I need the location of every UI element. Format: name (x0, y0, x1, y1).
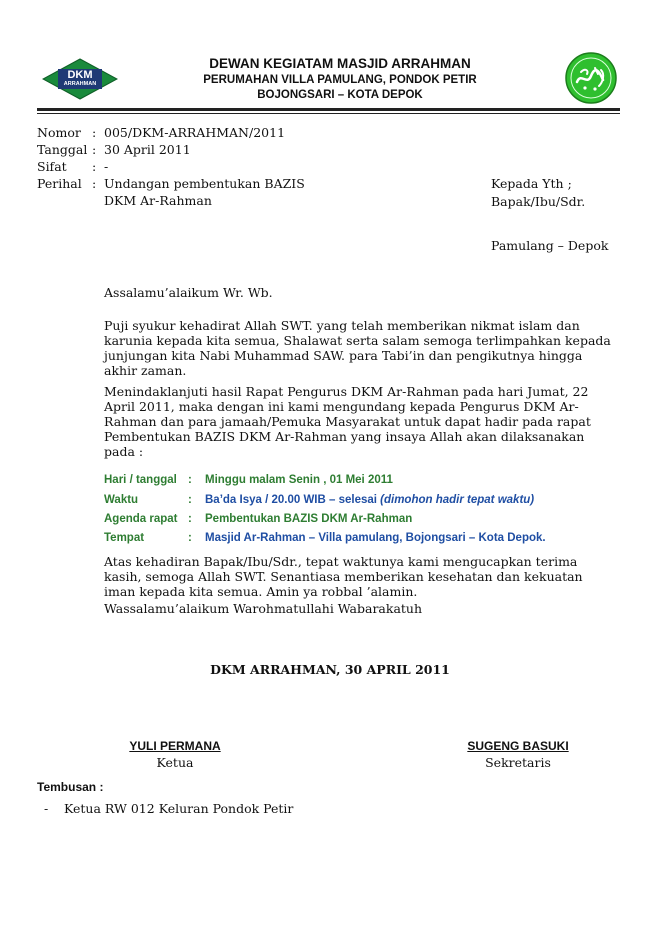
para3-line: Atas kehadiran Bapak/Ibu/Sdr., tepat waktunya kami mengucapkan terima (104, 554, 578, 569)
recipient-line2: Bapak/Ibu/Sdr. (491, 194, 586, 209)
signature-right-role: Sekretaris (485, 755, 551, 770)
nomor-label: Nomor (37, 125, 81, 140)
nomor-value: 005/DKM-ARRAHMAN/2011 (104, 125, 286, 140)
letterhead-divider-thick (37, 108, 620, 111)
para2-line: April 2011, maka dengan ini kami mengundang kepada Pengurus DKM Ar- (104, 399, 579, 414)
para2-line: Menindaklanjuti hasil Rapat Pengurus DKM Ar-Rahman pada hari Jumat, 22 (104, 384, 589, 399)
event-agenda-colon: : (188, 513, 192, 525)
para1-line: karunia kepada kita semua, Shalawat serta salam semoga terlimpahkan kepada (104, 333, 611, 348)
arrahman-seal (565, 52, 617, 104)
event-waktu-note: (dimohon hadir tepat waktu) (380, 494, 535, 506)
signature-left-role: Ketua (156, 755, 194, 770)
tanggal-value: 30 April 2011 (104, 142, 191, 157)
tembusan-label: Tembusan : (37, 780, 104, 794)
para3-line: iman kepada kita semua. Amin ya robbal ’alamin. (104, 584, 418, 599)
event-waktu-value: Ba’da Isya / 20.00 WIB – selesai (205, 494, 381, 506)
event-tempat-colon: : (188, 532, 192, 544)
event-waktu-value-wrap (205, 494, 534, 506)
sifat-colon: : (92, 159, 97, 174)
tembusan-bullet: - (44, 801, 49, 816)
tanggal-label: Tanggal (37, 142, 88, 157)
para3-line: kasih, semoga Allah SWT. Senantiasa memberikan kesehatan dan kekuatan (104, 569, 583, 584)
letterhead-address-line1: PERUMAHAN VILLA PAMULANG, PONDOK PETIR (203, 74, 477, 86)
tanggal-colon: : (92, 142, 97, 157)
event-agenda-value: Pembentukan BAZIS DKM Ar-Rahman (205, 513, 413, 525)
event-waktu-colon: : (188, 494, 192, 506)
signing-date-line: DKM ARRAHMAN, 30 APRIL 2011 (210, 662, 450, 677)
event-hari-colon: : (188, 474, 192, 486)
event-waktu-label: Waktu (104, 494, 139, 506)
closing-salam: Wassalamu’alaikum Warohmatullahi Wabarakatuh (104, 601, 423, 616)
para1-line: Puji syukur kehadirat Allah SWT. yang telah memberikan nikmat islam dan (104, 318, 580, 333)
recipient-line1: Kepada Yth ; (491, 176, 572, 191)
event-hari-label: Hari / tanggal (104, 474, 177, 486)
signature-left-name: YULI PERMANA (129, 739, 221, 753)
para1-line: akhir zaman. (104, 363, 187, 378)
event-hari-value: Minggu malam Senin , 01 Mei 2011 (205, 474, 393, 486)
dkm-logo (42, 58, 118, 100)
tembusan-item: Ketua RW 012 Keluran Pondok Petir (64, 801, 294, 816)
signature-right-name: SUGENG BASUKI (467, 739, 569, 753)
sifat-value: - (104, 159, 109, 174)
recipient-place: Pamulang – Depok (491, 238, 609, 253)
letterhead-divider-thin (37, 113, 620, 114)
perihal-label: Perihal (37, 176, 82, 191)
event-tempat-label: Tempat (104, 532, 145, 544)
letterhead-address-line2: BOJONGSARI – KOTA DEPOK (257, 89, 423, 101)
event-agenda-label: Agenda rapat (104, 513, 178, 525)
para2-line: pada : (104, 444, 144, 459)
para1-line: junjungan kita Nabi Muhammad SAW. para Tabi’in dan pengikutnya hingga (104, 348, 583, 363)
perihal-value-line2: DKM Ar-Rahman (104, 193, 212, 208)
perihal-colon: : (92, 176, 97, 191)
logo-text-top: DKM (67, 69, 93, 81)
sifat-label: Sifat (37, 159, 67, 174)
logo-text-bottom: ARRAHMAN (63, 81, 97, 87)
para2-line: Pembentukan BAZIS DKM Ar-Rahman yang insaya Allah akan dilaksanakan (104, 429, 585, 444)
nomor-colon: : (92, 125, 97, 140)
event-tempat-value: Masjid Ar-Rahman – Villa pamulang, Bojongsari – Kota Depok. (205, 532, 546, 544)
perihal-value-line1: Undangan pembentukan BAZIS (104, 176, 305, 191)
greeting: Assalamu’alaikum Wr. Wb. (104, 285, 273, 300)
para2-line: Rahman dan para jamaah/Pemuka Masyarakat untuk dapat hadir pada rapat (104, 414, 591, 429)
calligraphy-seal-icon (565, 52, 617, 104)
letterhead-title: DEWAN KEGIATAM MASJID ARRAHMAN (209, 56, 471, 71)
